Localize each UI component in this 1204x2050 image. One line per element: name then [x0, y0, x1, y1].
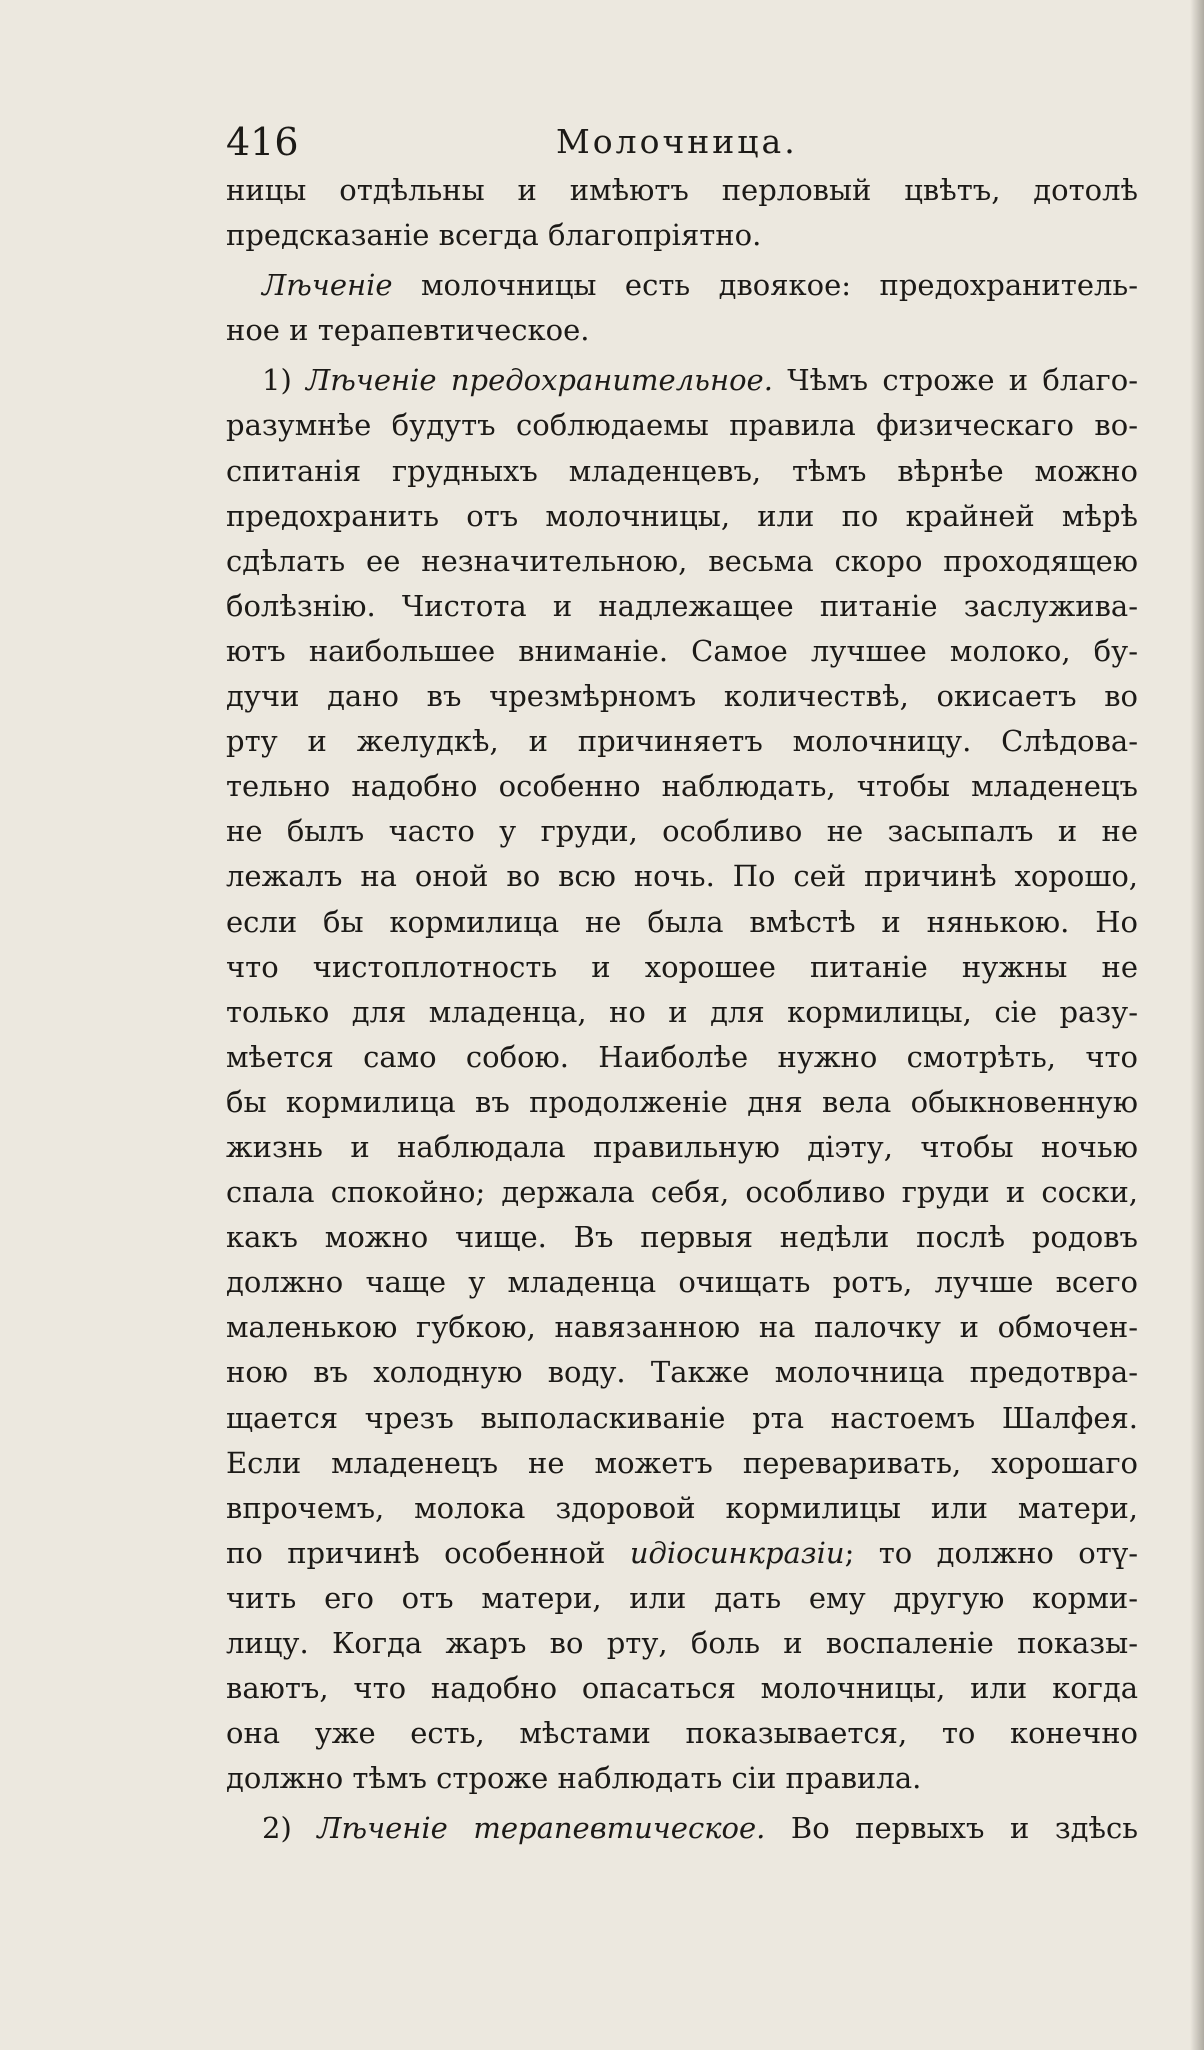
text-line: какъ можно чище. Въ первыя недѣли послѣ родовъ	[226, 1220, 1138, 1255]
page-edge-shadow	[1190, 0, 1204, 2050]
text-fragment: молочницы есть двоякое: предохранитель-	[421, 268, 1138, 303]
page-header	[226, 118, 1136, 166]
text-line: болѣзнію. Чистота и надлежащее питаніе заслужива-	[226, 588, 1138, 623]
text-line: что чистоплотность и хорошее питаніе нужны не	[226, 949, 1138, 984]
paragraph-line	[226, 263, 1138, 308]
text-line: спитанія грудныхъ младенцевъ, тѣмъ вѣрнѣе можно	[226, 453, 1138, 488]
section-heading: Лѣченіе предохранительное.	[306, 363, 773, 398]
italic-term: Лѣченіе	[262, 268, 393, 303]
text-line: лежалъ на оной во всю ночь. По сей причинѣ хорошо,	[226, 859, 1138, 894]
text-line: ницы отдѣльны и имѣютъ перловый цвѣтъ, дотолѣ	[226, 173, 1138, 207]
body-text	[226, 168, 1138, 1851]
running-head: Молочница.	[556, 122, 798, 161]
text-line: только для младенца, но и для кормилицы, сіе разу-	[226, 994, 1138, 1029]
text-line: чить его отъ матери, или дать ему другую корми-	[226, 1580, 1138, 1615]
section-heading-line	[226, 1806, 1138, 1851]
italic-term: идіосинкразіи	[629, 1535, 845, 1570]
text-line: тельно надобно особенно наблюдать, чтобы младенецъ	[226, 769, 1138, 804]
text-fragment: по причинѣ особенной	[226, 1535, 606, 1570]
section-number: 1)	[262, 363, 292, 398]
text-fragment: ; то должно отү-	[844, 1535, 1138, 1570]
text-line: щается чрезъ выполаскиваніе рта настоемъ Шалфея.	[226, 1400, 1138, 1435]
text-line: если бы кормилица не была вмѣстѣ и нянькою. Но	[226, 904, 1138, 939]
text-line: лицу. Когда жаръ во рту, боль и воспаленіе показы-	[226, 1626, 1138, 1660]
text-line: ное и терапевтическое.	[226, 313, 590, 348]
text-line: дучи дано въ чрезмѣрномъ количествѣ, окисаетъ во	[226, 679, 1138, 714]
text-line: предохранить отъ молочницы, или по крайней мѣрѣ	[226, 498, 1138, 533]
text-line: сдѣлать ее незначительною, весьма скоро проходящею	[226, 543, 1138, 578]
text-line: жизнь и наблюдала правильную діэту, чтобы ночью	[226, 1129, 1138, 1164]
text-line: ваютъ, что надобно опасаться молочницы, или когда	[226, 1671, 1138, 1706]
text-line-with-term	[226, 1531, 1138, 1576]
text-line: впрочемъ, молока здоровой кормилицы или матери,	[226, 1490, 1138, 1525]
section-heading-line	[226, 358, 1138, 403]
text-fragment: Чѣмъ строже и благо-	[787, 363, 1138, 398]
section-heading: Лѣченіе терапевтическое.	[317, 1811, 766, 1846]
text-line: предсказаніе всегда благопріятно.	[226, 218, 762, 253]
text-fragment: Во первыхъ и здѣсь	[790, 1811, 1139, 1846]
text-line: должно чаще у младенца очищать ротъ, лучше всего	[226, 1265, 1138, 1300]
section-number: 2)	[262, 1811, 292, 1846]
text-line: ною въ холодную воду. Также молочница предотвра-	[226, 1355, 1138, 1390]
text-line: должно тѣмъ строже наблюдать сіи правила.	[226, 1761, 922, 1796]
text-line: разумнѣе будутъ соблюдаемы правила физическаго во-	[226, 408, 1138, 443]
text-line: спала спокойно; держала себя, особливо груди и соски,	[226, 1175, 1138, 1210]
text-line: она уже есть, мѣстами показывается, то конечно	[226, 1716, 1138, 1751]
text-line: не былъ часто у груди, особливо не засыпалъ и не	[226, 814, 1138, 849]
page-number: 416	[226, 120, 299, 164]
text-line: мѣется само собою. Наиболѣе нужно смотрѣть, что	[226, 1039, 1138, 1074]
text-line: ютъ наибольшее вниманіе. Самое лучшее молоко, бу-	[226, 633, 1138, 668]
text-line: маленькою губкою, навязанною на палочку и обмочен-	[226, 1310, 1138, 1345]
text-line: Если младенецъ не можетъ переваривать, хорошаго	[226, 1445, 1138, 1480]
text-line: рту и желудкѣ, и причиняетъ молочницу. Слѣдова-	[226, 724, 1138, 759]
text-line: бы кормилица въ продолженіе дня вела обыкновенную	[226, 1084, 1138, 1119]
